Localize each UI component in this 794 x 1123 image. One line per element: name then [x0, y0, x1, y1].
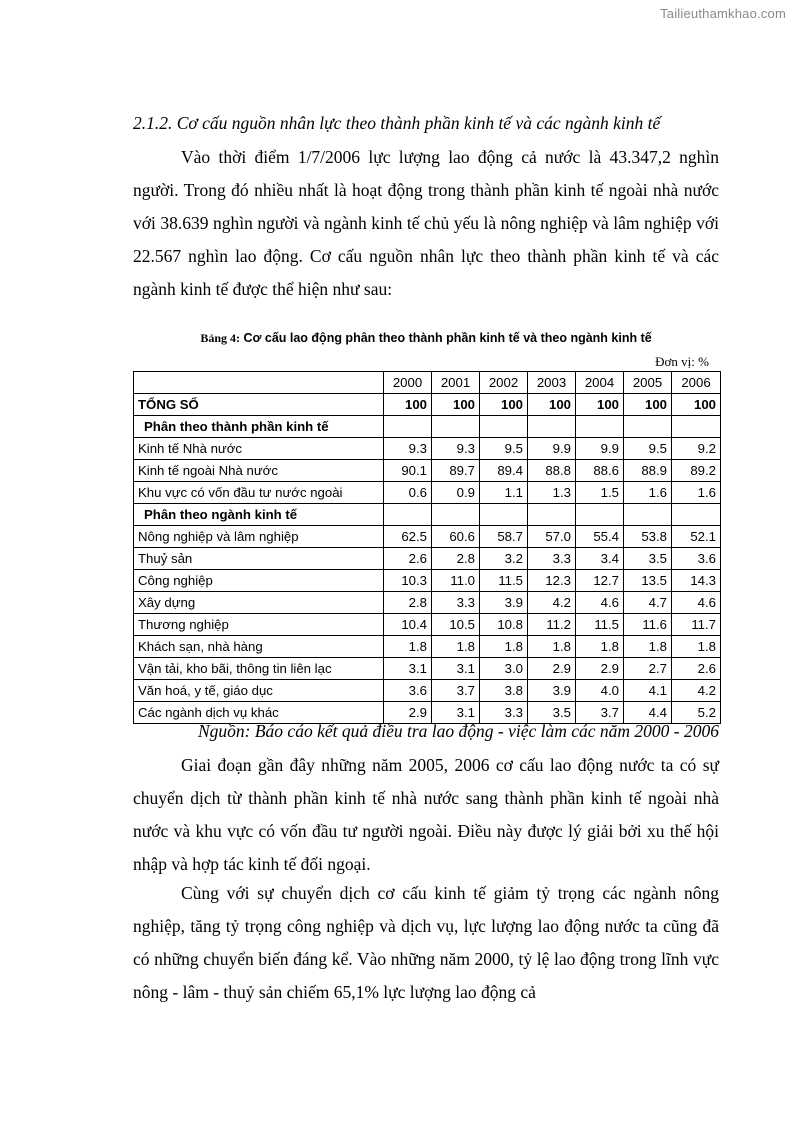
value-cell: 1.6 — [624, 482, 672, 504]
table-row — [134, 636, 721, 658]
header-empty-cell — [134, 372, 384, 394]
year-header-cell: 2002 — [480, 372, 528, 394]
value-cell: 1.6 — [672, 482, 721, 504]
value-cell: 3.8 — [480, 680, 528, 702]
value-cell: 3.1 — [432, 658, 480, 680]
value-cell: 89.7 — [432, 460, 480, 482]
row-label: Thương nghiệp — [134, 614, 384, 636]
table-caption-title: Cơ cấu lao động phân theo thành phần kinh tế và theo ngành kinh tế — [243, 331, 652, 345]
value-cell: 100 — [576, 394, 624, 416]
value-cell: 2.8 — [432, 548, 480, 570]
table-row — [134, 438, 721, 460]
empty-cell — [480, 416, 528, 438]
value-cell: 88.9 — [624, 460, 672, 482]
table-caption — [133, 331, 719, 346]
value-cell: 3.5 — [528, 702, 576, 724]
value-cell: 4.2 — [528, 592, 576, 614]
value-cell: 2.7 — [624, 658, 672, 680]
empty-cell — [384, 416, 432, 438]
section-heading: 2.1.2. Cơ cấu nguồn nhân lực theo thành phần kinh tế và các ngành kinh tế — [133, 113, 661, 133]
value-cell: 11.2 — [528, 614, 576, 636]
value-cell: 9.2 — [672, 438, 721, 460]
value-cell: 9.3 — [384, 438, 432, 460]
empty-cell — [528, 416, 576, 438]
year-header-cell: 2005 — [624, 372, 672, 394]
empty-cell — [480, 504, 528, 526]
value-cell: 1.8 — [432, 636, 480, 658]
value-cell: 1.3 — [528, 482, 576, 504]
value-cell: 3.3 — [432, 592, 480, 614]
value-cell: 3.7 — [432, 680, 480, 702]
table-section-row — [134, 504, 721, 526]
value-cell: 4.2 — [672, 680, 721, 702]
section-label: Phân theo ngành kinh tế — [134, 504, 384, 526]
value-cell: 2.9 — [528, 658, 576, 680]
paragraph-1 — [133, 141, 719, 306]
value-cell: 11.6 — [624, 614, 672, 636]
value-cell: 11.7 — [672, 614, 721, 636]
row-label: Vận tải, kho bãi, thông tin liên lạc — [134, 658, 384, 680]
table-row — [134, 592, 721, 614]
row-label: Xây dựng — [134, 592, 384, 614]
value-cell: 4.6 — [672, 592, 721, 614]
table-row — [134, 548, 721, 570]
value-cell: 3.1 — [432, 702, 480, 724]
value-cell: 90.1 — [384, 460, 432, 482]
value-cell: 0.9 — [432, 482, 480, 504]
value-cell: 55.4 — [576, 526, 624, 548]
row-label: Nông nghiệp và lâm nghiệp — [134, 526, 384, 548]
year-header-cell: 2004 — [576, 372, 624, 394]
value-cell: 9.5 — [624, 438, 672, 460]
value-cell: 10.5 — [432, 614, 480, 636]
value-cell: 100 — [672, 394, 721, 416]
table-row — [134, 460, 721, 482]
value-cell: 14.3 — [672, 570, 721, 592]
value-cell: 11.5 — [576, 614, 624, 636]
paragraph-3 — [133, 877, 719, 1009]
value-cell: 4.1 — [624, 680, 672, 702]
table-caption-label: Bảng 4: — [200, 331, 240, 345]
value-cell: 1.8 — [480, 636, 528, 658]
paragraph-2 — [133, 749, 719, 881]
value-cell: 58.7 — [480, 526, 528, 548]
value-cell: 57.0 — [528, 526, 576, 548]
empty-cell — [672, 504, 721, 526]
value-cell: 2.9 — [384, 702, 432, 724]
value-cell: 100 — [432, 394, 480, 416]
empty-cell — [672, 416, 721, 438]
value-cell: 9.9 — [528, 438, 576, 460]
value-cell: 100 — [480, 394, 528, 416]
empty-cell — [432, 504, 480, 526]
value-cell: 4.0 — [576, 680, 624, 702]
value-cell: 1.8 — [576, 636, 624, 658]
value-cell: 3.1 — [384, 658, 432, 680]
table-header-row — [134, 372, 721, 394]
value-cell: 89.2 — [672, 460, 721, 482]
row-label: Văn hoá, y tế, giáo dục — [134, 680, 384, 702]
value-cell: 3.6 — [672, 548, 721, 570]
empty-cell — [576, 416, 624, 438]
value-cell: 5.2 — [672, 702, 721, 724]
value-cell: 4.6 — [576, 592, 624, 614]
value-cell: 89.4 — [480, 460, 528, 482]
value-cell: 9.3 — [432, 438, 480, 460]
value-cell: 4.7 — [624, 592, 672, 614]
value-cell: 2.9 — [576, 658, 624, 680]
row-label: Các ngành dịch vụ khác — [134, 702, 384, 724]
paragraph-2-text: Giai đoạn gần đây những năm 2005, 2006 cơ cấu lao động nước ta có sự chuyển dịch từ thành phần kinh tế nhà nước sang thành phần kinh tế ngoài nhà nước và khu vực có vốn đầu tư người ngoài. Điều này được lý giải bởi xu thế hội nhập và hợp tác kinh tế đối ngoại. — [133, 755, 719, 874]
paragraph-1-text: Vào thời điểm 1/7/2006 lực lượng lao động cả nước là 43.347,2 nghìn người. Trong đó nhiều nhất là hoạt động trong thành phần kinh tế ngoài nhà nước với 38.639 nghìn người và ngành kinh tế chủ yếu là nông nghiệp và lâm nghiệp với 22.567 nghìn lao động. Cơ cấu nguồn nhân lực theo thành phần kinh tế và các ngành kinh tế được thể hiện như sau: — [133, 147, 719, 299]
empty-cell — [384, 504, 432, 526]
value-cell: 9.9 — [576, 438, 624, 460]
row-label: Công nghiệp — [134, 570, 384, 592]
year-header-cell: 2001 — [432, 372, 480, 394]
year-header-cell: 2003 — [528, 372, 576, 394]
table-row — [134, 658, 721, 680]
value-cell: 100 — [384, 394, 432, 416]
watermark: Tailieuthamkhao.com — [660, 6, 786, 21]
value-cell: 2.6 — [672, 658, 721, 680]
empty-cell — [576, 504, 624, 526]
value-cell: 1.8 — [672, 636, 721, 658]
value-cell: 12.7 — [576, 570, 624, 592]
value-cell: 60.6 — [432, 526, 480, 548]
value-cell: 3.0 — [480, 658, 528, 680]
empty-cell — [624, 504, 672, 526]
table-total-row — [134, 394, 721, 416]
value-cell: 1.8 — [528, 636, 576, 658]
value-cell: 3.9 — [528, 680, 576, 702]
value-cell: 0.6 — [384, 482, 432, 504]
value-cell: 10.4 — [384, 614, 432, 636]
value-cell: 1.8 — [624, 636, 672, 658]
table-row — [134, 680, 721, 702]
value-cell: 52.1 — [672, 526, 721, 548]
source-note: Nguồn: Báo cáo kết quả điều tra lao động - việc làm các năm 2000 - 2006 — [197, 721, 719, 741]
paragraph-3-text: Cùng với sự chuyển dịch cơ cấu kinh tế giảm tỷ trọng các ngành nông nghiệp, tăng tỷ trọng công nghiệp và dịch vụ, lực lượng lao động nước ta cũng đã có những chuyển biến đáng kể. Vào những năm 2000, tỷ lệ lao động trong lĩnh vực nông - lâm - thuỷ sản chiếm 65,1% lực lượng lao động cả — [133, 883, 719, 1002]
empty-cell — [624, 416, 672, 438]
value-cell: 11.0 — [432, 570, 480, 592]
row-label: Thuỷ sản — [134, 548, 384, 570]
value-cell: 88.6 — [576, 460, 624, 482]
value-cell: 3.2 — [480, 548, 528, 570]
row-label: Kinh tế Nhà nước — [134, 438, 384, 460]
value-cell: 62.5 — [384, 526, 432, 548]
value-cell: 1.1 — [480, 482, 528, 504]
table-section-row — [134, 416, 721, 438]
value-cell: 3.3 — [480, 702, 528, 724]
table-row — [134, 482, 721, 504]
value-cell: 88.8 — [528, 460, 576, 482]
row-label: Kinh tế ngoài Nhà nước — [134, 460, 384, 482]
value-cell: 9.5 — [480, 438, 528, 460]
year-header-cell: 2006 — [672, 372, 721, 394]
value-cell: 12.3 — [528, 570, 576, 592]
value-cell: 10.8 — [480, 614, 528, 636]
table-row — [134, 526, 721, 548]
value-cell: 1.5 — [576, 482, 624, 504]
table-row — [134, 614, 721, 636]
value-cell: 10.3 — [384, 570, 432, 592]
row-label: Khu vực có vốn đầu tư nước ngoài — [134, 482, 384, 504]
year-header-cell: 2000 — [384, 372, 432, 394]
row-label: TỔNG SỐ — [134, 394, 384, 416]
value-cell: 3.4 — [576, 548, 624, 570]
value-cell: 2.8 — [384, 592, 432, 614]
value-cell: 13.5 — [624, 570, 672, 592]
value-cell: 4.4 — [624, 702, 672, 724]
value-cell: 3.6 — [384, 680, 432, 702]
value-cell: 3.5 — [624, 548, 672, 570]
value-cell: 11.5 — [480, 570, 528, 592]
value-cell: 1.8 — [384, 636, 432, 658]
table-row — [134, 570, 721, 592]
labor-structure-table — [133, 371, 721, 724]
section-label: Phân theo thành phần kinh tế — [134, 416, 384, 438]
value-cell: 3.7 — [576, 702, 624, 724]
value-cell: 100 — [624, 394, 672, 416]
value-cell: 100 — [528, 394, 576, 416]
value-cell: 2.6 — [384, 548, 432, 570]
empty-cell — [432, 416, 480, 438]
empty-cell — [528, 504, 576, 526]
row-label: Khách sạn, nhà hàng — [134, 636, 384, 658]
value-cell: 3.3 — [528, 548, 576, 570]
value-cell: 3.9 — [480, 592, 528, 614]
unit-label: Đơn vị: % — [655, 354, 709, 369]
value-cell: 53.8 — [624, 526, 672, 548]
